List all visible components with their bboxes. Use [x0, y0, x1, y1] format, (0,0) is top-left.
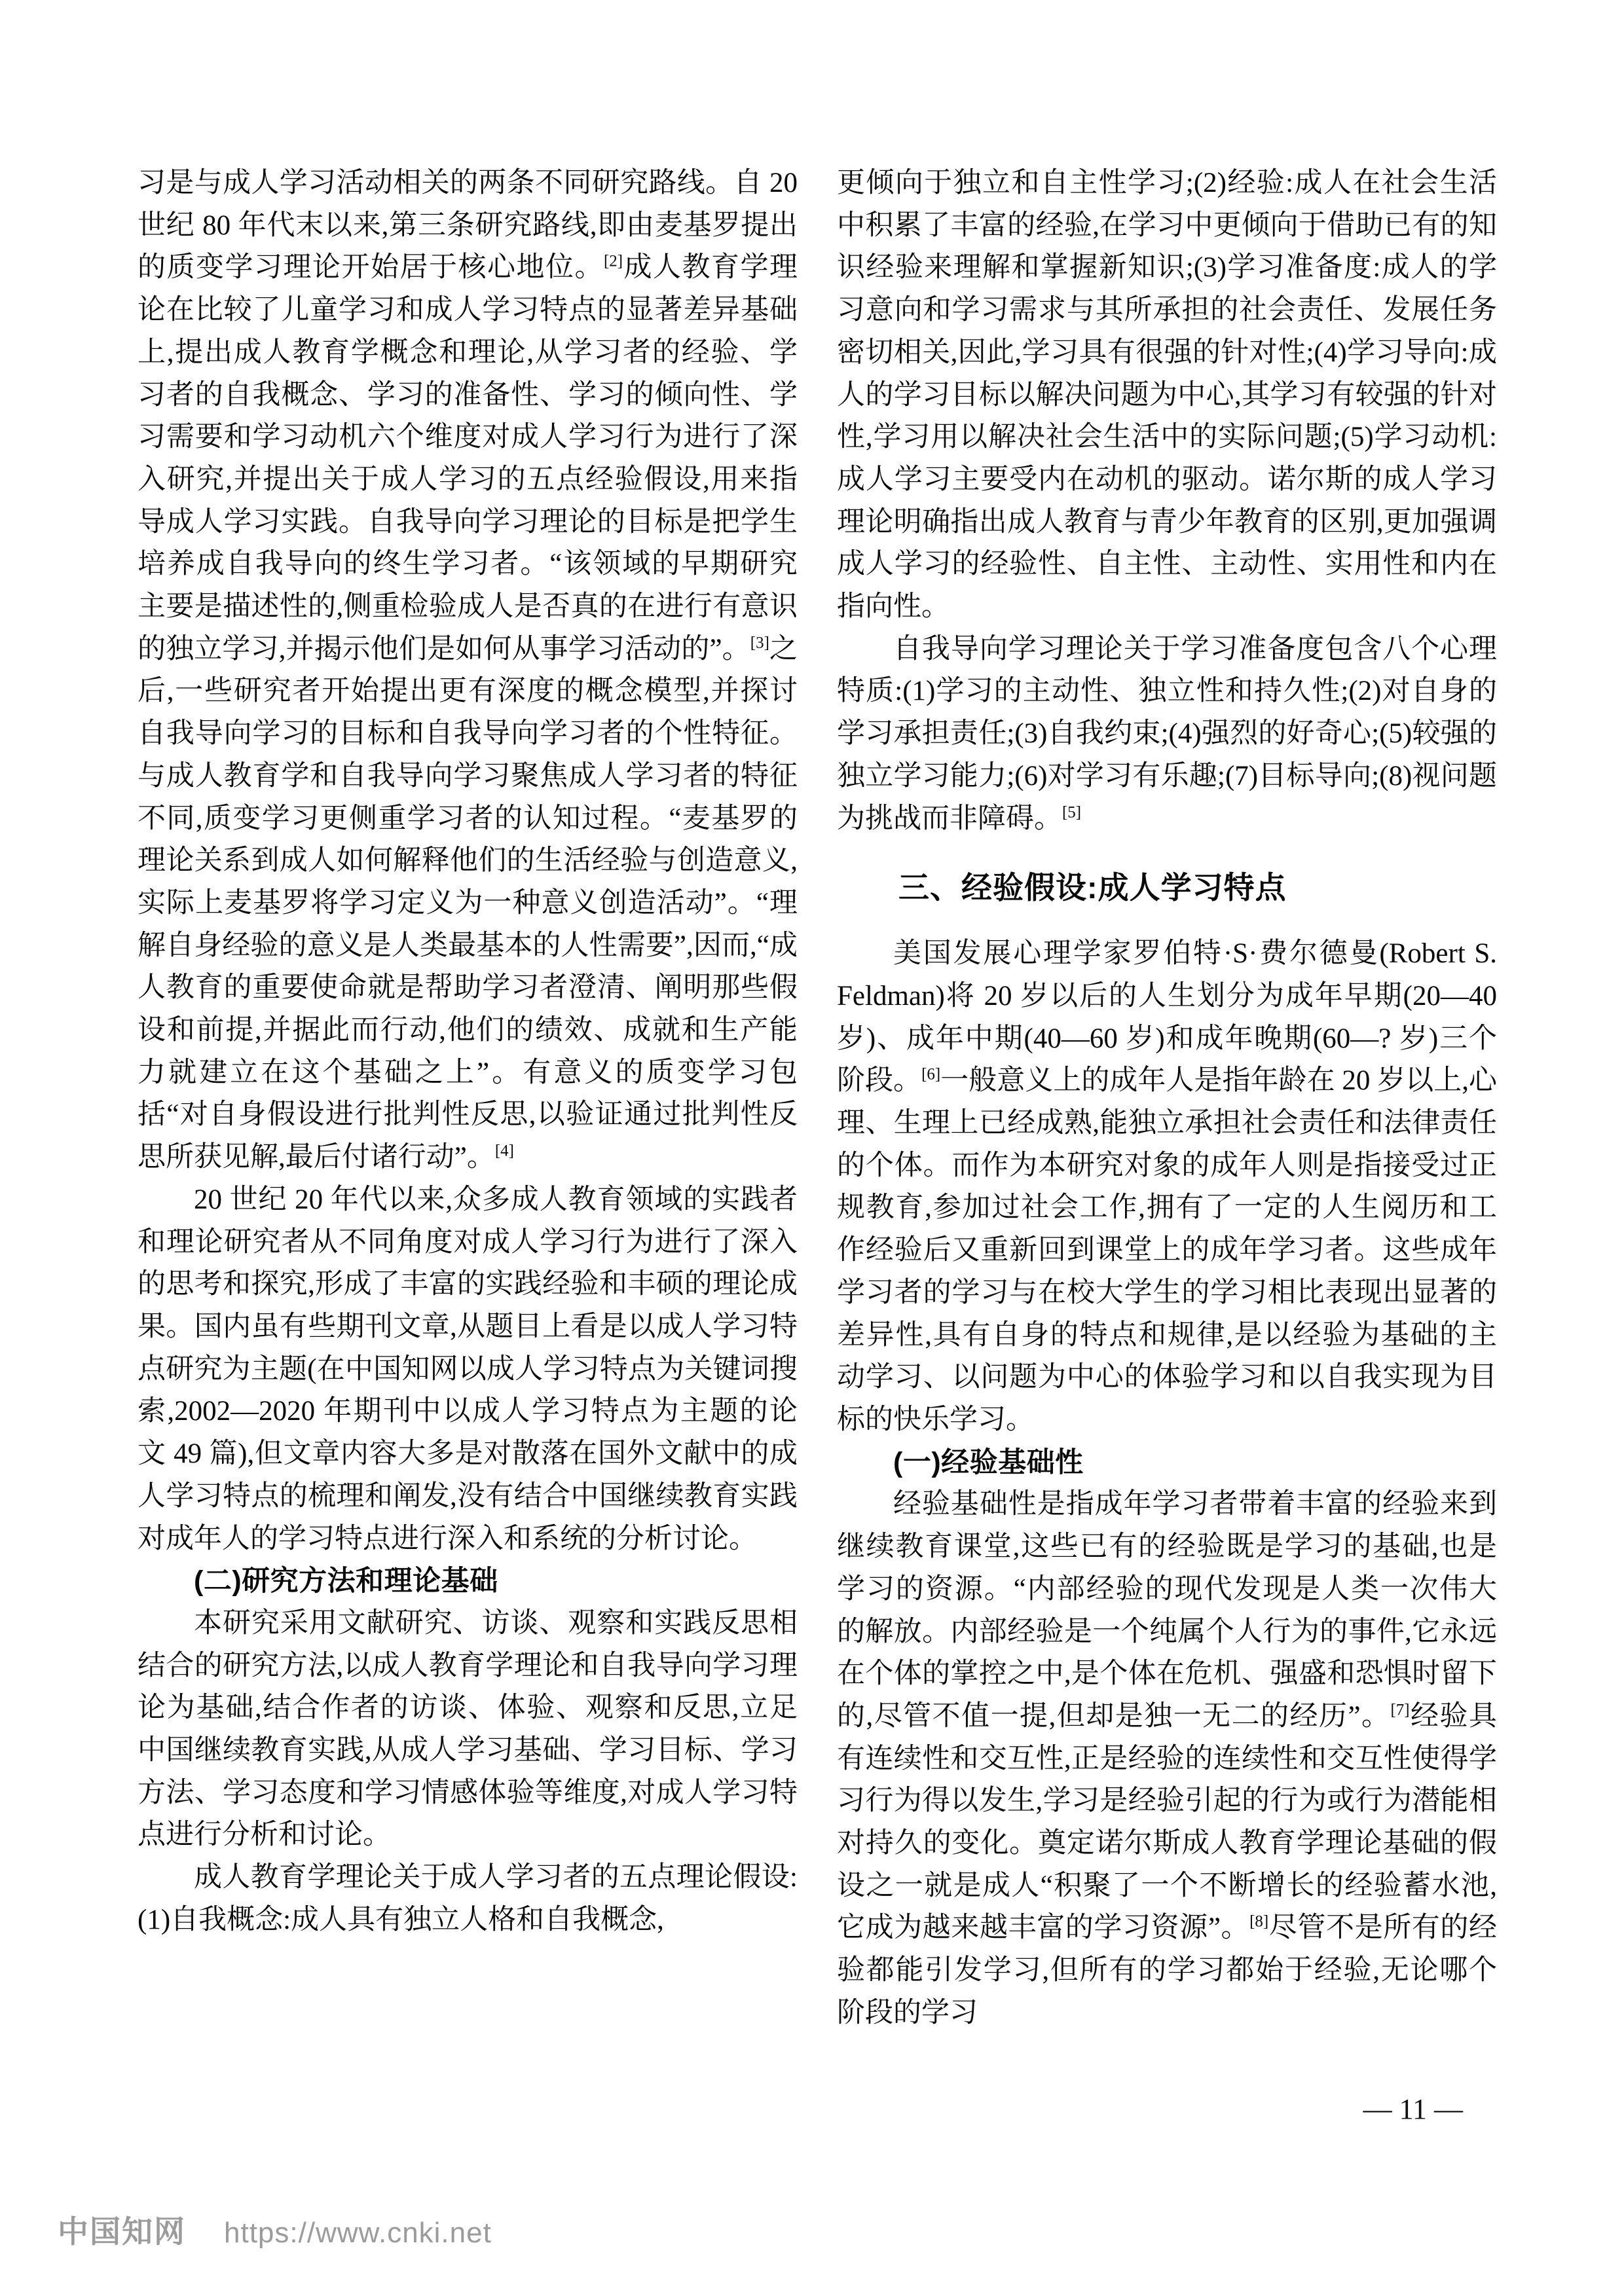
citation-ref: [7]	[1390, 1701, 1410, 1719]
citation-ref: [2]	[603, 253, 623, 271]
paragraph: 20 世纪 20 年代以来,众多成人教育领域的实践者和理论研究者从不同角度对成人学习行为进行了深入的思考和探究,形成了丰富的实践经验和丰硕的理论成果。国内虽有些期刊文章,从题目上看是以成人学习特点研究为主题(在中国知网以成人学习特点为关键词搜索,2002—2020 年期刊中以成人学习特点为主题的论文 49 篇),但文章内容大多是对散落在国外文献中的成人学习特点的梳理和阐发,没有结合中国继续教育实践对成年人的学习特点进行深入和系统的分析讨论。	[138, 1184, 798, 1554]
paragraph: 成人教育学理论关于成人学习者的五点理论假设:(1)自我概念:成人具有独立人格和自我概念,	[138, 1862, 798, 1935]
citation-ref: [6]	[921, 1066, 941, 1084]
citation-ref: [8]	[1249, 1913, 1269, 1931]
paragraph: 美国发展心理学家罗伯特·S·费尔德曼(Robert S. Feldman)将 20 岁以后的人生划分为成年早期(20—40 岁)、成年中期(40—60 岁)和成年晚期(60—? 岁)三个阶段。[6]一般意义上的成年人是指年龄在 20 岁以上,心理、生理上已经成熟,能独立承担社会责任和法律责任的个体。而作为本研究对象的成年人则是指接受过正规教育,参加过社会工作,拥有了一定的人生阅历和工作经验后又重新回到课堂上的成年学习者。这些成年学习者的学习与在校大学生的学习相比表现出显著的差异性,具有自身的特点和规律,是以经验为基础的主动学习、以问题为中心的体验学习和以自我实现为目标的快乐学习。	[837, 938, 1498, 1435]
page-number: — 11 —	[1363, 2093, 1463, 2125]
paragraph: 习是与成人学习活动相关的两条不同研究路线。自 20 世纪 80 年代末以来,第三条研究路线,即由麦基罗提出的质变学习理论开始居于核心地位。[2]成人教育学理论在比较了儿童学习和成人学习特点的显著差异基础上,提出成人教育学概念和理论,从学习者的经验、学习者的自我概念、学习的准备性、学习的倾向性、学习需要和学习动机六个维度对成人学习行为进行了深入研究,并提出关于成人学习的五点经验假设,用来指导成人学习实践。自我导向学习理论的目标是把学生培养成自我导向的终生学习者。“该领域的早期研究主要是描述性的,侧重检验成人是否真的在进行有意识的独立学习,并揭示他们是如何从事学习活动的”。[3]之后,一些研究者开始提出更有深度的概念模型,并探讨自我导向学习的目标和自我导向学习者的个性特征。与成人教育学和自我导向学习聚焦成人学习者的特征不同,质变学习更侧重学习者的认知过程。“麦基罗的理论关系到成人如何解释他们的生活经验与创造意义,实际上麦基罗将学习定义为一种意义创造活动”。“理解自身经验的意义是人类最基本的人性需要”,因而,“成人教育的重要使命就是帮助学习者澄清、阐明那些假设和前提,并据此而行动,他们的绩效、成就和生产能力就建立在这个基础之上”。有意义的质变学习包括“对自身假设进行批判性反思,以验证通过批判性反思所获见解,最后付诸行动”。[4]	[138, 168, 798, 1173]
section-heading: 三、经验假设:成人学习特点	[898, 870, 1287, 905]
paragraph: 本研究采用文献研究、访谈、观察和实践反思相结合的研究方法,以成人教育学理论和自我导向学习理论为基础,结合作者的访谈、体验、观察和反思,立足中国继续教育实践,从成人学习基础、学习目标、学习方法、学习态度和学习情感体验等维度,对成人学习特点进行分析和讨论。	[138, 1607, 798, 1851]
paragraph: 经验基础性是指成年学习者带着丰富的经验来到继续教育课堂,这些已有的经验既是学习的基础,也是学习的资源。“内部经验的现代发现是人类一次伟大的解放。内部经验是一个纯属个人行为的事件,它永远在个体的掌控之中,是个体在危机、强盛和恐惧时留下的,尽管不值一提,但却是独一无二的经历”。[7]经验具有连续性和交互性,正是经验的连续性和交互性使得学习行为得以发生,学习是经验引起的行为或行为潜能相对持久的变化。奠定诺尔斯成人教育学理论基础的假设之一就是成人“积聚了一个不断增长的经验蓄水池,它成为越来越丰富的学习资源”。[8]尽管不是所有的经验都能引发学习,但所有的学习都始于经验,无论哪个阶段的学习	[837, 1489, 1497, 2028]
right-column	[837, 162, 1497, 2035]
cnki-watermark	[58, 2208, 492, 2251]
citation-ref: [5]	[1062, 803, 1082, 822]
paragraph: 自我导向学习理论关于学习准备度包含八个心理特质:(1)学习的主动性、独立性和持久性;(2)对自身的学习承担责任;(3)自我约束;(4)强烈的好奇心;(5)较强的独立学习能力;(6)对学习有乐趣;(7)目标导向;(8)视问题为挑战而非障碍。[5]	[837, 633, 1497, 834]
left-column	[138, 162, 798, 1942]
cnki-url: https://www.cnki.net	[224, 2217, 492, 2249]
citation-ref: [3]	[750, 634, 769, 652]
sub-heading: (一)经验基础性	[893, 1446, 1084, 1478]
citation-ref: [4]	[494, 1142, 514, 1160]
cnki-logo-text: 中国知网	[58, 2214, 186, 2249]
sub-heading: (二)研究方法和理论基础	[194, 1565, 498, 1597]
paragraph: 更倾向于独立和自主性学习;(2)经验:成人在社会生活中积累了丰富的经验,在学习中更倾向于借助已有的知识经验来理解和掌握新知识;(3)学习准备度:成人的学习意向和学习需求与其所承担的社会责任、发展任务密切相关,因此,学习具有很强的针对性;(4)学习导向:成人的学习目标以解决问题为中心,其学习有较强的针对性,学习用以解决社会生活中的实际问题;(5)学习动机:成人学习主要受内在动机的驱动。诺尔斯的成人学习理论明确指出成人教育与青少年教育的区别,更加强调成人学习的经验性、自主性、主动性、实用性和内在指向性。	[837, 168, 1497, 623]
